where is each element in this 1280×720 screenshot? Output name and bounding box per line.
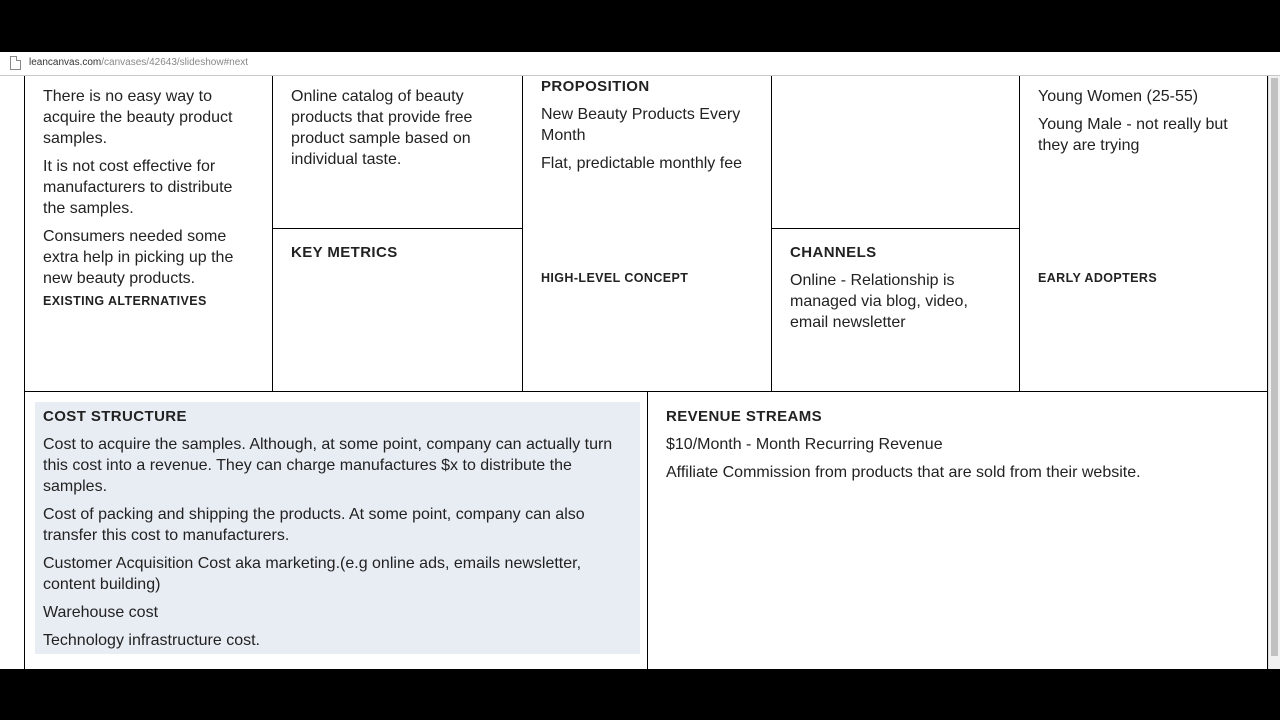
revenue-item: $10/Month - Month Recurring Revenue	[666, 436, 943, 453]
uvp-item: New Beauty Products Every Month	[541, 106, 741, 144]
cost-structure-highlight	[35, 402, 640, 654]
key-metrics-cell	[273, 229, 523, 391]
cost-item: Customer Acquisition Cost aka marketing.(e.g online ads, emails newsletter, content building)	[43, 555, 582, 593]
revenue-streams-cell	[648, 391, 1268, 669]
revenue-item: Affiliate Commission from products that are sold from their website.	[666, 464, 1141, 481]
page-icon	[10, 56, 21, 70]
channels-cell	[772, 229, 1020, 391]
unfair-advantage-cell	[772, 76, 1020, 229]
segment-item: Young Women (25-55)	[1038, 88, 1199, 105]
cost-item: Warehouse cost	[43, 604, 159, 621]
url-text[interactable]	[29, 57, 248, 68]
segment-item: Young Male - not really but they are trying	[1038, 116, 1228, 154]
problem-cell	[24, 76, 273, 391]
cost-structure-label: COST STRUCTURE	[43, 408, 187, 425]
existing-alternatives-label: EXISTING ALTERNATIVES	[43, 294, 207, 308]
url-host: leancanvas.com	[29, 57, 102, 68]
solution-item: Online catalog of beauty products that provide free product sample based on individual taste.	[291, 88, 473, 168]
page-content	[0, 76, 1268, 669]
high-level-concept-label: HIGH-LEVEL CONCEPT	[541, 271, 689, 285]
problem-item: It is not cost effective for manufacturers to distribute the samples.	[43, 158, 233, 217]
vertical-scrollbar[interactable]	[1268, 76, 1280, 669]
revenue-streams-label: REVENUE STREAMS	[666, 408, 823, 425]
cost-item: Cost of packing and shipping the products. At some point, company can also transfer this cost to manufacturers.	[43, 506, 585, 544]
channels-label: CHANNELS	[790, 244, 877, 261]
early-adopters-label: EARLY ADOPTERS	[1038, 271, 1158, 285]
channels-item: Online - Relationship is managed via blog, video, email newsletter	[790, 272, 968, 331]
video-letterbox-top	[0, 0, 1280, 52]
scrollbar-thumb[interactable]	[1271, 78, 1278, 656]
uvp-item: Flat, predictable monthly fee	[541, 155, 742, 172]
video-letterbox-bottom	[0, 669, 1280, 720]
address-bar[interactable]	[0, 52, 1280, 76]
browser-window	[0, 52, 1280, 669]
url-path: /canvases/42643/slideshow#next	[101, 57, 249, 68]
problem-item: Consumers needed some extra help in picking up the new beauty products.	[43, 228, 234, 287]
problem-item: There is no easy way to acquire the beauty product samples.	[43, 88, 233, 147]
cost-item: Cost to acquire the samples. Although, at some point, company can actually turn this cost into a revenue. They can charge manufactures $x to distribute the samples.	[43, 436, 613, 495]
lean-canvas	[0, 76, 1268, 669]
cost-item: Technology infrastructure cost.	[43, 632, 260, 649]
proposition-label: PROPOSITION	[541, 78, 650, 95]
solution-cell	[273, 76, 523, 229]
customer-segments-cell	[1020, 76, 1268, 391]
unique-value-proposition-cell	[523, 76, 772, 391]
key-metrics-label: KEY METRICS	[291, 244, 398, 261]
cost-structure-cell	[24, 391, 648, 669]
